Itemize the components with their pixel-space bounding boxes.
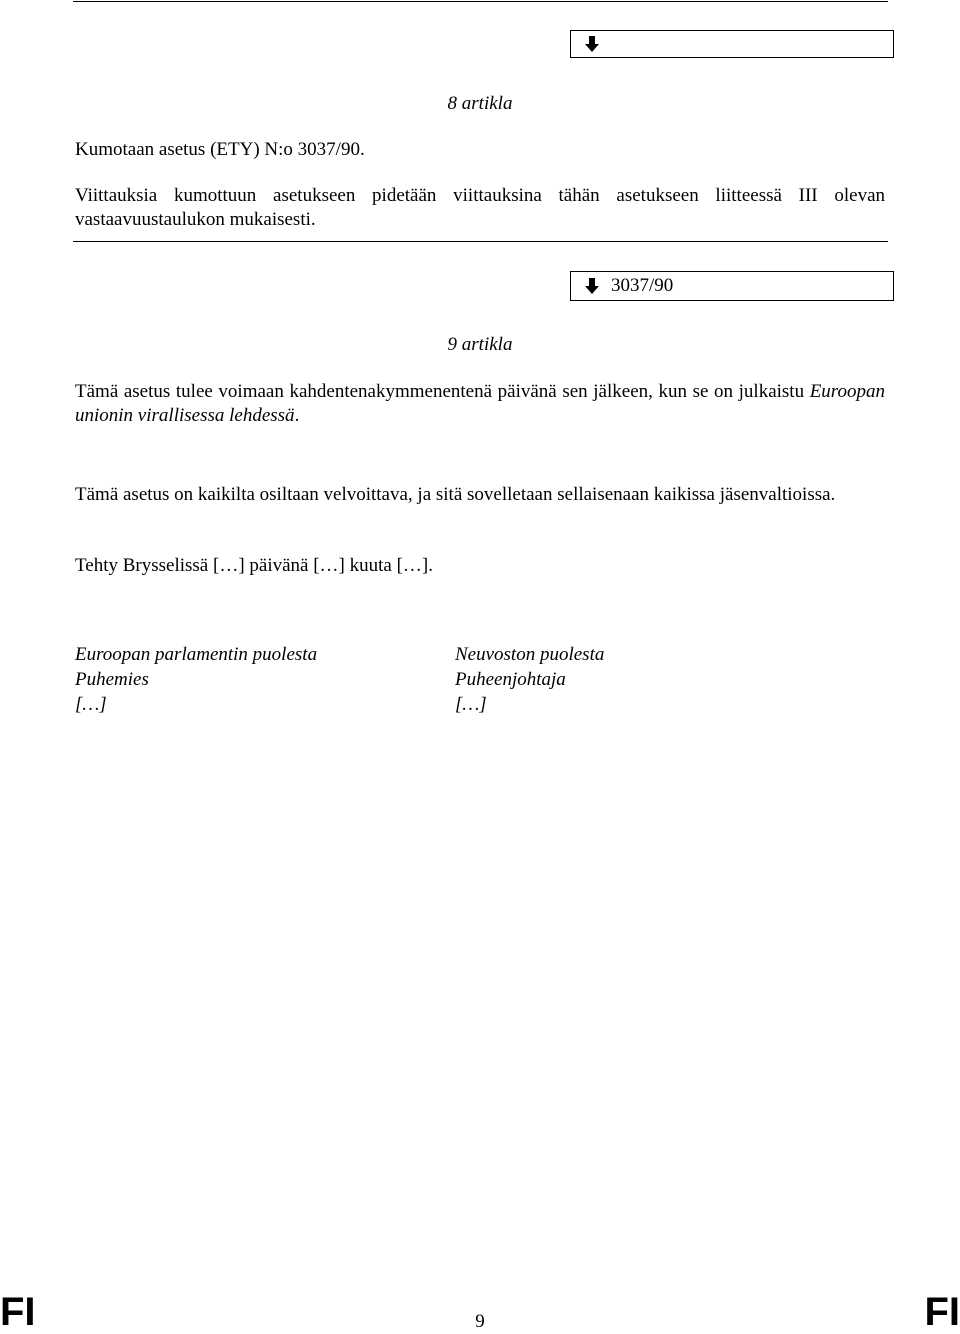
article-8-paragraph-1: Kumotaan asetus (ETY) N:o 3037/90. bbox=[75, 139, 365, 160]
top-rule bbox=[73, 1, 888, 2]
footer-language-left: FI bbox=[0, 1290, 36, 1334]
page-number: 9 bbox=[475, 1311, 485, 1332]
signature-title: Puhemies bbox=[75, 669, 149, 690]
article-8-paragraph-2: Viittauksia kumottuun asetukseen pidetään viittauksina tähän asetukseen liitteessä III olevan vastaavuustaulukon mukaisesti. bbox=[75, 185, 885, 230]
source-marker-box bbox=[570, 271, 894, 301]
section-divider-rule bbox=[73, 241, 888, 242]
paragraph-text: . bbox=[294, 405, 300, 426]
signature-title: Puheenjohtaja bbox=[455, 669, 566, 690]
down-arrow-icon bbox=[583, 35, 601, 53]
article-9-paragraph-2: Tämä asetus on kaikilta osiltaan velvoittava, ja sitä sovelletaan sellaisenaan kaikissa jäsenvaltioissa. bbox=[75, 484, 836, 505]
signature-block-right bbox=[455, 642, 604, 717]
marker-label: 3037/90 bbox=[611, 275, 674, 296]
article-9-heading: 9 artikla bbox=[447, 334, 513, 355]
signature-institution: Euroopan parlamentin puolesta bbox=[75, 644, 318, 665]
article-8-heading: 8 artikla bbox=[447, 93, 513, 114]
signature-block-left bbox=[75, 642, 317, 717]
footer-language-right: FI bbox=[924, 1290, 960, 1334]
amendment-marker-box bbox=[570, 30, 894, 58]
article-9-paragraph-1 bbox=[75, 380, 885, 428]
signature-institution: Neuvoston puolesta bbox=[455, 644, 605, 665]
signature-name: […] bbox=[455, 694, 487, 715]
article-9-paragraph-3: Tehty Brysselissä […] päivänä […] kuuta […]. bbox=[75, 555, 433, 576]
signature-name: […] bbox=[75, 694, 107, 715]
paragraph-text: Tämä asetus tulee voimaan kahdentenakymmenentenä päivänä sen jälkeen, kun se on julkaistu bbox=[75, 381, 810, 402]
down-arrow-icon bbox=[583, 277, 601, 295]
journal-title: Euroopan unionin virallisessa lehdessä bbox=[75, 381, 885, 426]
